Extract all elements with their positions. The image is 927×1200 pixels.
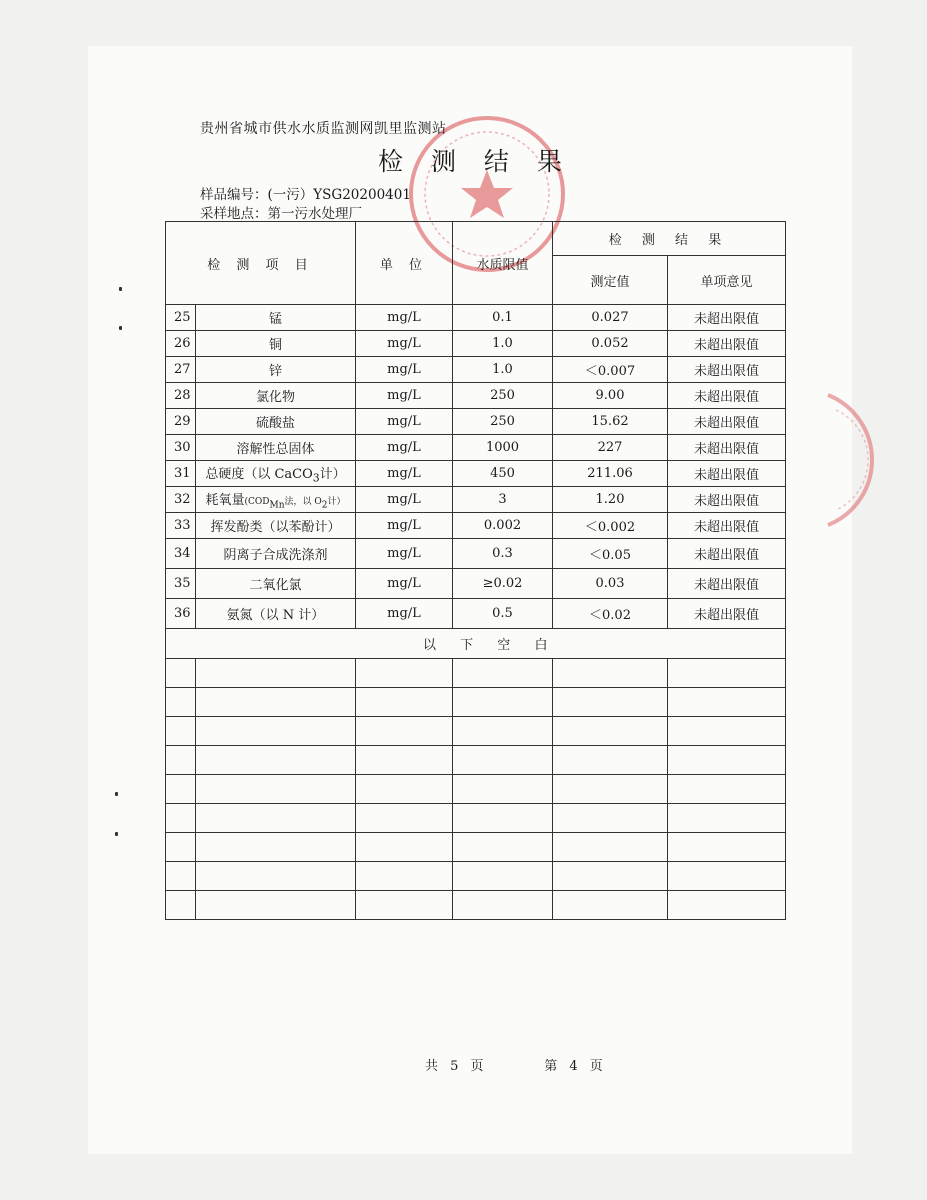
header-measured: 测定值 xyxy=(553,256,668,305)
row-item xyxy=(196,461,356,487)
row-limit: 250 xyxy=(453,409,553,435)
row-value: 227 xyxy=(553,435,668,461)
row-item: 锌 xyxy=(196,357,356,383)
row-no: 32 xyxy=(166,487,196,513)
row-limit: 0.5 xyxy=(453,599,553,629)
organization-name: 贵州省城市供水水质监测网凯里监测站 xyxy=(200,121,447,137)
table-row xyxy=(166,513,786,539)
scan-speck xyxy=(119,287,122,291)
row-limit: ≥0.02 xyxy=(453,569,553,599)
row-opinion: 未超出限值 xyxy=(668,435,786,461)
blank-row xyxy=(166,804,786,833)
row-opinion: 未超出限值 xyxy=(668,383,786,409)
row-no: 36 xyxy=(166,599,196,629)
table-row xyxy=(166,569,786,599)
header-opinion: 单项意见 xyxy=(668,256,786,305)
row-limit: 250 xyxy=(453,383,553,409)
row-item: 硫酸盐 xyxy=(196,409,356,435)
row-no: 29 xyxy=(166,409,196,435)
blank-row xyxy=(166,833,786,862)
row-unit: mg/L xyxy=(356,435,453,461)
scan-speck xyxy=(119,326,122,330)
row-no: 35 xyxy=(166,569,196,599)
row-value: 0.03 xyxy=(553,569,668,599)
scan-speck xyxy=(115,832,118,836)
row-item: 溶解性总固体 xyxy=(196,435,356,461)
item-text: 总硬度（以 CaCO xyxy=(205,466,313,482)
row-unit: mg/L xyxy=(356,409,453,435)
row-unit: mg/L xyxy=(356,487,453,513)
page-title: 检 测 结 果 xyxy=(378,147,572,176)
blank-row xyxy=(166,717,786,746)
table-row xyxy=(166,383,786,409)
row-opinion: 未超出限值 xyxy=(668,599,786,629)
row-item xyxy=(196,487,356,513)
scan-speck xyxy=(115,792,118,796)
row-item: 铜 xyxy=(196,331,356,357)
row-item: 阴离子合成洗涤剂 xyxy=(196,539,356,569)
row-no: 26 xyxy=(166,331,196,357)
row-opinion: 未超出限值 xyxy=(668,305,786,331)
table-row xyxy=(166,331,786,357)
row-unit: mg/L xyxy=(356,599,453,629)
row-unit: mg/L xyxy=(356,305,453,331)
table-row xyxy=(166,487,786,513)
item-subscript: 3 xyxy=(312,471,320,485)
table-row xyxy=(166,435,786,461)
row-limit: 0.1 xyxy=(453,305,553,331)
item-method: 法，以 O xyxy=(284,496,322,507)
partial-seal-icon xyxy=(818,390,878,530)
results-table xyxy=(165,221,786,920)
row-item: 锰 xyxy=(196,305,356,331)
table-row xyxy=(166,409,786,435)
total-pages: 共 5 页 xyxy=(425,1059,484,1074)
table-row xyxy=(166,357,786,383)
row-item: 氨氮（以 N 计） xyxy=(196,599,356,629)
row-value: 15.62 xyxy=(553,409,668,435)
row-unit: mg/L xyxy=(356,383,453,409)
row-item: 挥发酚类（以苯酚计） xyxy=(196,513,356,539)
row-unit: mg/L xyxy=(356,513,453,539)
table-row xyxy=(166,305,786,331)
item-text: 耗氧量 xyxy=(205,492,245,508)
row-limit: 0.002 xyxy=(453,513,553,539)
row-limit: 1000 xyxy=(453,435,553,461)
row-value: 0.052 xyxy=(553,331,668,357)
row-value: 211.06 xyxy=(553,461,668,487)
row-item: 二氧化氯 xyxy=(196,569,356,599)
row-no: 25 xyxy=(166,305,196,331)
table-row xyxy=(166,461,786,487)
row-no: 31 xyxy=(166,461,196,487)
row-unit: mg/L xyxy=(356,539,453,569)
row-limit: 1.0 xyxy=(453,357,553,383)
header-unit: 单 位 xyxy=(356,222,453,305)
sample-number: 样品编号：(一污）YSG20200401 xyxy=(200,187,411,203)
row-unit: mg/L xyxy=(356,331,453,357)
row-unit: mg/L xyxy=(356,461,453,487)
row-item: 氯化物 xyxy=(196,383,356,409)
item-text: 计） xyxy=(319,466,346,482)
item-method: (COD xyxy=(244,496,270,507)
row-opinion: 未超出限值 xyxy=(668,539,786,569)
item-subscript: 2 xyxy=(321,500,328,511)
row-opinion: 未超出限值 xyxy=(668,569,786,599)
sample-site: 采样地点：第一污水处理厂 xyxy=(200,206,362,222)
row-limit: 1.0 xyxy=(453,331,553,357)
row-limit: 0.3 xyxy=(453,539,553,569)
item-subscript: Mn xyxy=(269,500,285,511)
row-opinion: 未超出限值 xyxy=(668,357,786,383)
row-opinion: 未超出限值 xyxy=(668,409,786,435)
row-no: 33 xyxy=(166,513,196,539)
row-value: 0.027 xyxy=(553,305,668,331)
blank-note: 以 下 空 白 xyxy=(196,629,786,659)
row-opinion: 未超出限值 xyxy=(668,461,786,487)
blank-row xyxy=(166,862,786,891)
row-unit: mg/L xyxy=(356,569,453,599)
row-value: 1.20 xyxy=(553,487,668,513)
table-row xyxy=(166,539,786,569)
blank-row xyxy=(166,775,786,804)
row-value: ＜0.002 xyxy=(553,513,668,539)
row-no: 30 xyxy=(166,435,196,461)
blank-row xyxy=(166,688,786,717)
row-value: ＜0.02 xyxy=(553,599,668,629)
header-results: 检 测 结 果 xyxy=(553,222,786,256)
row-limit: 450 xyxy=(453,461,553,487)
page-footer xyxy=(425,1055,603,1074)
blank-row xyxy=(166,659,786,688)
row-value: ＜0.007 xyxy=(553,357,668,383)
row-opinion: 未超出限值 xyxy=(668,513,786,539)
row-opinion: 未超出限值 xyxy=(668,331,786,357)
row-value: 9.00 xyxy=(553,383,668,409)
row-unit: mg/L xyxy=(356,357,453,383)
row-no: 27 xyxy=(166,357,196,383)
item-method: 计） xyxy=(327,496,346,507)
row-value: ＜0.05 xyxy=(553,539,668,569)
table-row xyxy=(166,599,786,629)
row-no: 28 xyxy=(166,383,196,409)
blank-row xyxy=(166,746,786,775)
row-no: 34 xyxy=(166,539,196,569)
row-opinion: 未超出限值 xyxy=(668,487,786,513)
row-limit: 3 xyxy=(453,487,553,513)
header-limit: 水质限值 xyxy=(453,222,553,305)
blank-row xyxy=(166,891,786,920)
current-page: 第 4 页 xyxy=(544,1059,603,1074)
header-item: 检 测 项 目 xyxy=(166,222,356,305)
